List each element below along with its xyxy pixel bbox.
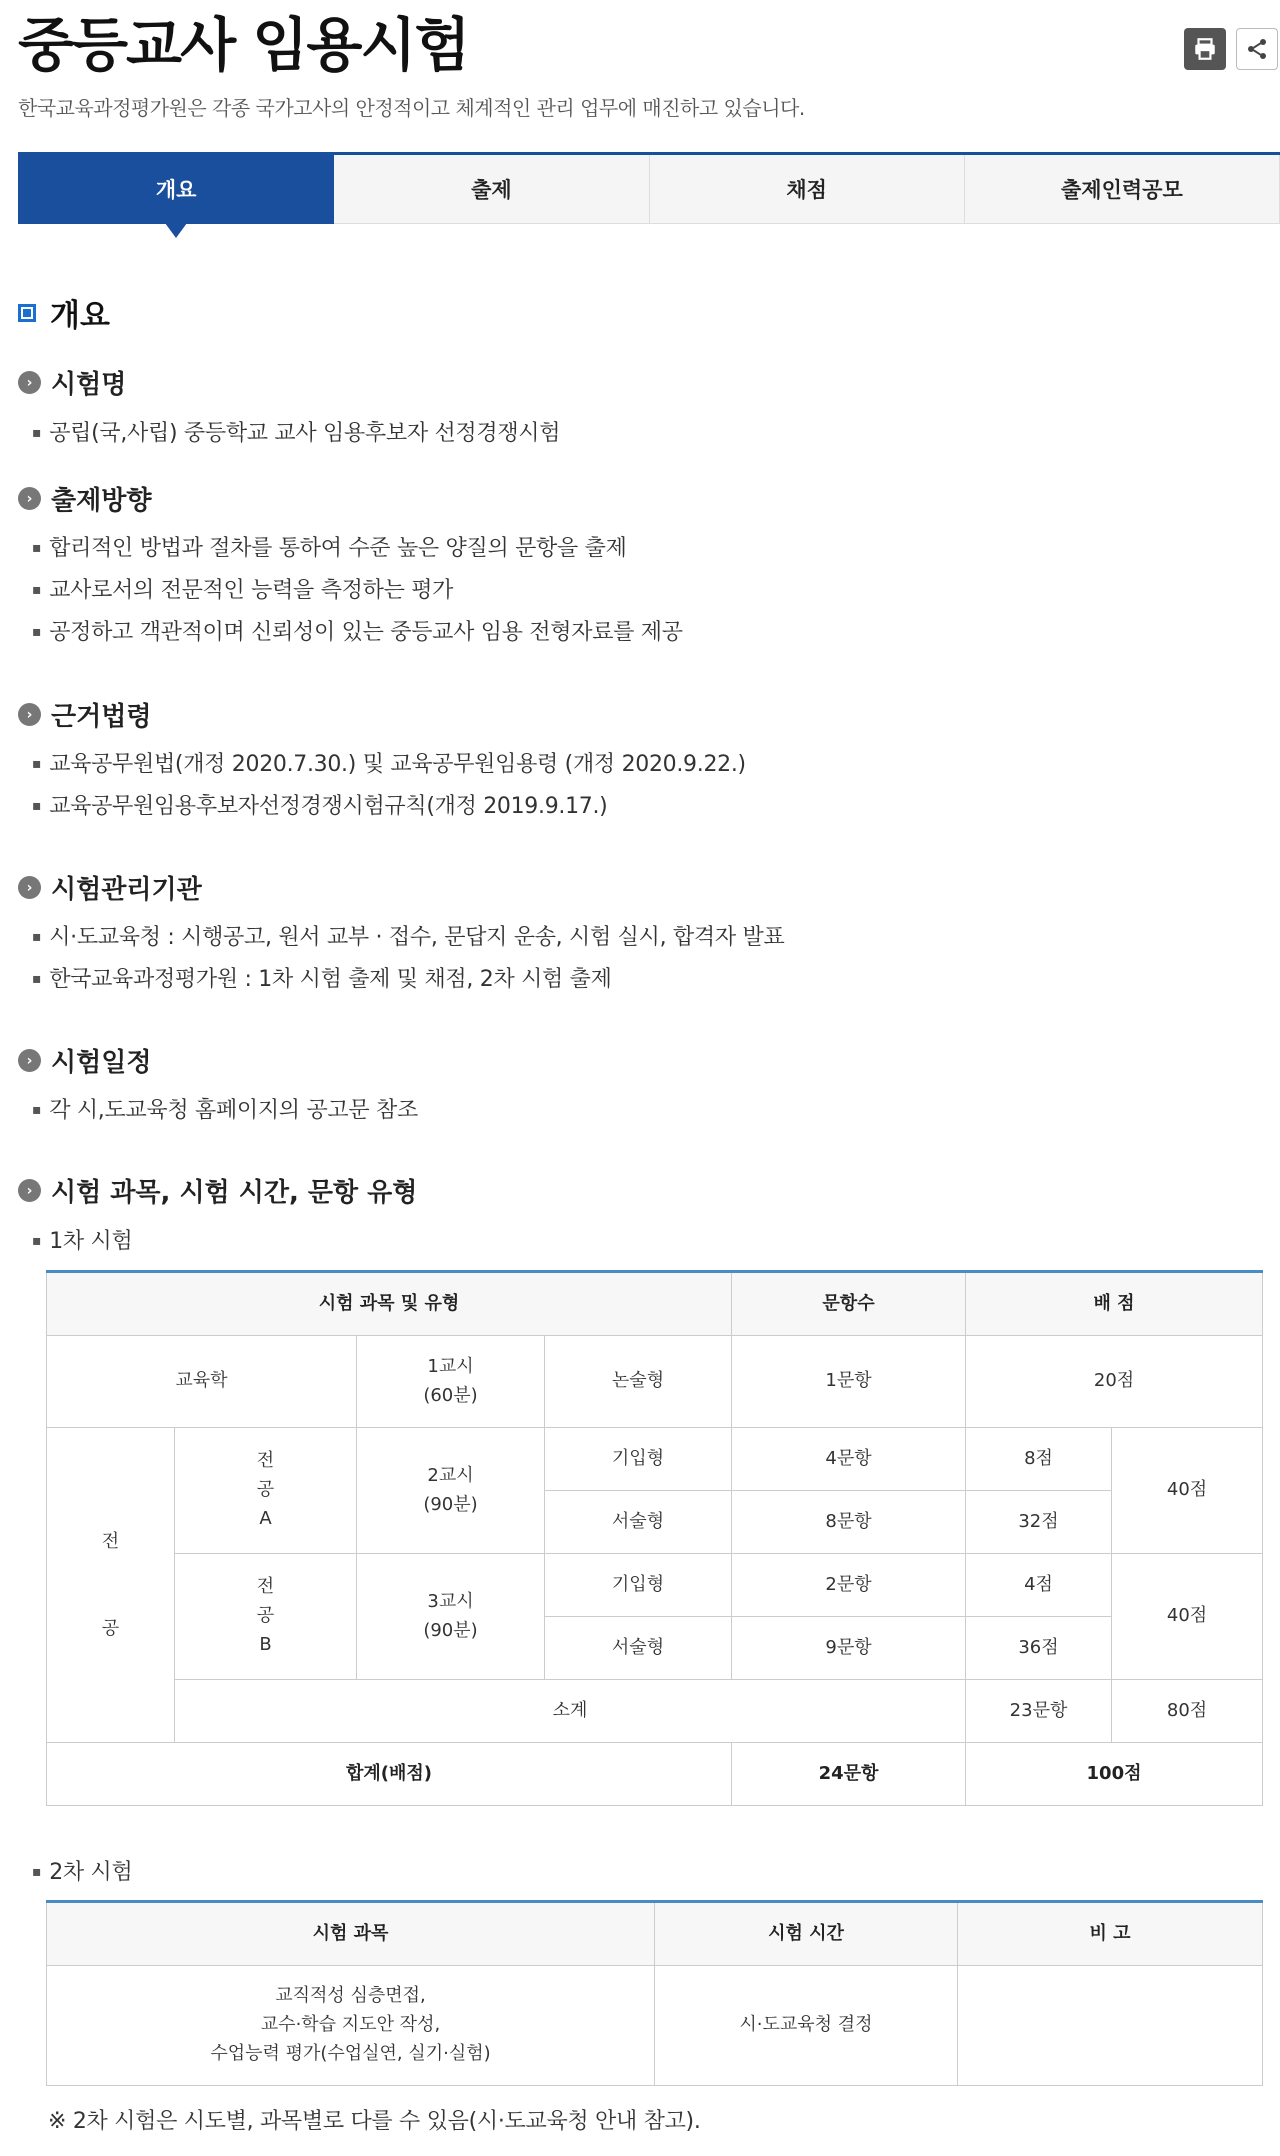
cell-majorA-total: 40점 [1112, 1428, 1263, 1554]
share-button[interactable] [1236, 28, 1278, 70]
header-time: 시험 시간 [655, 1902, 958, 1966]
cell-type: 기입형 [545, 1554, 732, 1617]
first-exam-label: ▪ 1차 시험 [32, 1224, 132, 1255]
list-item: ▪ 시·도교육청 : 시행공고, 원서 교부 · 접수, 문답지 운송, 시험 실시, 합격자 발표 [32, 920, 784, 951]
second-exam-label: ▪ 2차 시험 [32, 1855, 132, 1886]
section-schedule [18, 1042, 151, 1079]
cell-major-label: 전 공 [47, 1428, 175, 1743]
cell-edu-period: 1교시 (60분) [357, 1336, 545, 1428]
cell-count: 4문항 [732, 1428, 966, 1491]
tab-overview[interactable]: 개요 [18, 155, 334, 224]
table-row [47, 1680, 1263, 1743]
cell-subtotal-score: 80점 [1112, 1680, 1263, 1743]
tab-bar [18, 152, 1280, 224]
chevron-right-icon: › [18, 487, 41, 510]
footnote: ※ 2차 시험은 시도별, 과목별로 다를 수 있음(시·도교육청 안내 참고). [48, 2109, 701, 2134]
header-score: 배 점 [966, 1272, 1263, 1336]
list-item: ▪ 공립(국,사립) 중등학교 교사 임용후보자 선정경쟁시험 [32, 416, 560, 447]
cell-type: 기입형 [545, 1428, 732, 1491]
cell-score: 36점 [966, 1617, 1112, 1680]
cell-score: 8점 [966, 1428, 1112, 1491]
content-heading-text: 개요 [50, 298, 110, 334]
share-icon [1245, 37, 1269, 61]
cell-subtotal-count: 23문항 [966, 1680, 1112, 1743]
cell-subjects: 교직적성 심층면접, 교수·학습 지도안 작성, 수업능력 평가(수업실연, 실기·실험) [47, 1966, 655, 2086]
section-title: 근거법령 [51, 702, 152, 732]
cell-edu-type: 논술형 [545, 1336, 732, 1428]
section-title: 출제방향 [51, 486, 152, 516]
section-exam-name [18, 364, 126, 401]
cell-subtotal-label: 소계 [175, 1680, 966, 1743]
list-item: ▪ 합리적인 방법과 절차를 통하여 수준 높은 양질의 문항을 출제 [32, 531, 627, 562]
content-heading [18, 290, 110, 335]
list-item: ▪ 교육공무원임용후보자선정경쟁시험규칙(개정 2019.9.17.) [32, 789, 607, 820]
cell-score: 4점 [966, 1554, 1112, 1617]
printer-icon [1192, 36, 1218, 62]
cell-edu-count: 1문항 [732, 1336, 966, 1428]
second-exam-table [46, 1900, 1263, 2086]
cell-type: 서술형 [545, 1491, 732, 1554]
chevron-right-icon: › [18, 371, 41, 394]
cell-time: 시·도교육청 결정 [655, 1966, 958, 2086]
page-description: 한국교육과정평가원은 각종 국가고사의 안정적이고 체계적인 관리 업무에 매진하고 있습니다. [18, 96, 805, 120]
cell-total-count: 24문항 [732, 1743, 966, 1806]
cell-majorA-period: 2교시 (90분) [357, 1428, 545, 1554]
section-title: 시험일정 [51, 1048, 152, 1078]
section-title: 시험관리기관 [51, 875, 202, 905]
cell-majorA-name: 전 공 A [175, 1428, 357, 1554]
header-subject: 시험 과목 [47, 1902, 655, 1966]
cell-majorB-total: 40점 [1112, 1554, 1263, 1680]
header-note: 비 고 [958, 1902, 1263, 1966]
page-title: 중등교사 임용시험 [18, 11, 469, 79]
header-subject: 시험 과목 및 유형 [47, 1272, 732, 1336]
table-row [47, 1743, 1263, 1806]
list-item: ▪ 교사로서의 전문적인 능력을 측정하는 평가 [32, 573, 453, 604]
table-row [47, 1966, 1263, 2086]
cell-note [958, 1966, 1263, 2086]
cell-total-score: 100점 [966, 1743, 1263, 1806]
chevron-right-icon: › [18, 703, 41, 726]
list-item: ▪ 교육공무원법(개정 2020.7.30.) 및 교육공무원임용령 (개정 2020.9.22.) [32, 747, 746, 778]
cell-score: 32점 [966, 1491, 1112, 1554]
table-row [47, 1336, 1263, 1428]
header-count: 문항수 [732, 1272, 966, 1336]
list-item: ▪ 공정하고 객관적이며 신뢰성이 있는 중등교사 임용 전형자료를 제공 [32, 615, 683, 646]
cell-count: 8문항 [732, 1491, 966, 1554]
section-title: 시험 과목, 시험 시간, 문항 유형 [51, 1178, 418, 1208]
tab-question-writing[interactable]: 출제 [334, 155, 649, 224]
print-button[interactable] [1184, 28, 1226, 70]
table-row [47, 1554, 1263, 1617]
table-row [47, 1428, 1263, 1491]
cell-edu-score: 20점 [966, 1336, 1263, 1428]
cell-majorB-period: 3교시 (90분) [357, 1554, 545, 1680]
cell-majorB-name: 전 공 B [175, 1554, 357, 1680]
section-law [18, 696, 151, 733]
section-agency [18, 869, 202, 906]
section-direction [18, 480, 151, 517]
square-bullet-icon [18, 304, 36, 322]
tab-grading[interactable]: 채점 [650, 155, 965, 224]
cell-count: 2문항 [732, 1554, 966, 1617]
cell-total-label: 합계(배점) [47, 1743, 732, 1806]
chevron-right-icon: › [18, 1049, 41, 1072]
cell-type: 서술형 [545, 1617, 732, 1680]
first-exam-table [46, 1270, 1263, 1806]
cell-count: 9문항 [732, 1617, 966, 1680]
chevron-right-icon: › [18, 876, 41, 899]
cell-edu-name: 교육학 [47, 1336, 357, 1428]
list-item: ▪ 한국교육과정평가원 : 1차 시험 출제 및 채점, 2차 시험 출제 [32, 962, 612, 993]
tab-recruitment[interactable]: 출제인력공모 [965, 155, 1280, 224]
list-item: ▪ 각 시,도교육청 홈페이지의 공고문 참조 [32, 1093, 418, 1124]
section-subjects [18, 1172, 417, 1209]
chevron-right-icon: › [18, 1179, 41, 1202]
section-title: 시험명 [51, 370, 127, 400]
